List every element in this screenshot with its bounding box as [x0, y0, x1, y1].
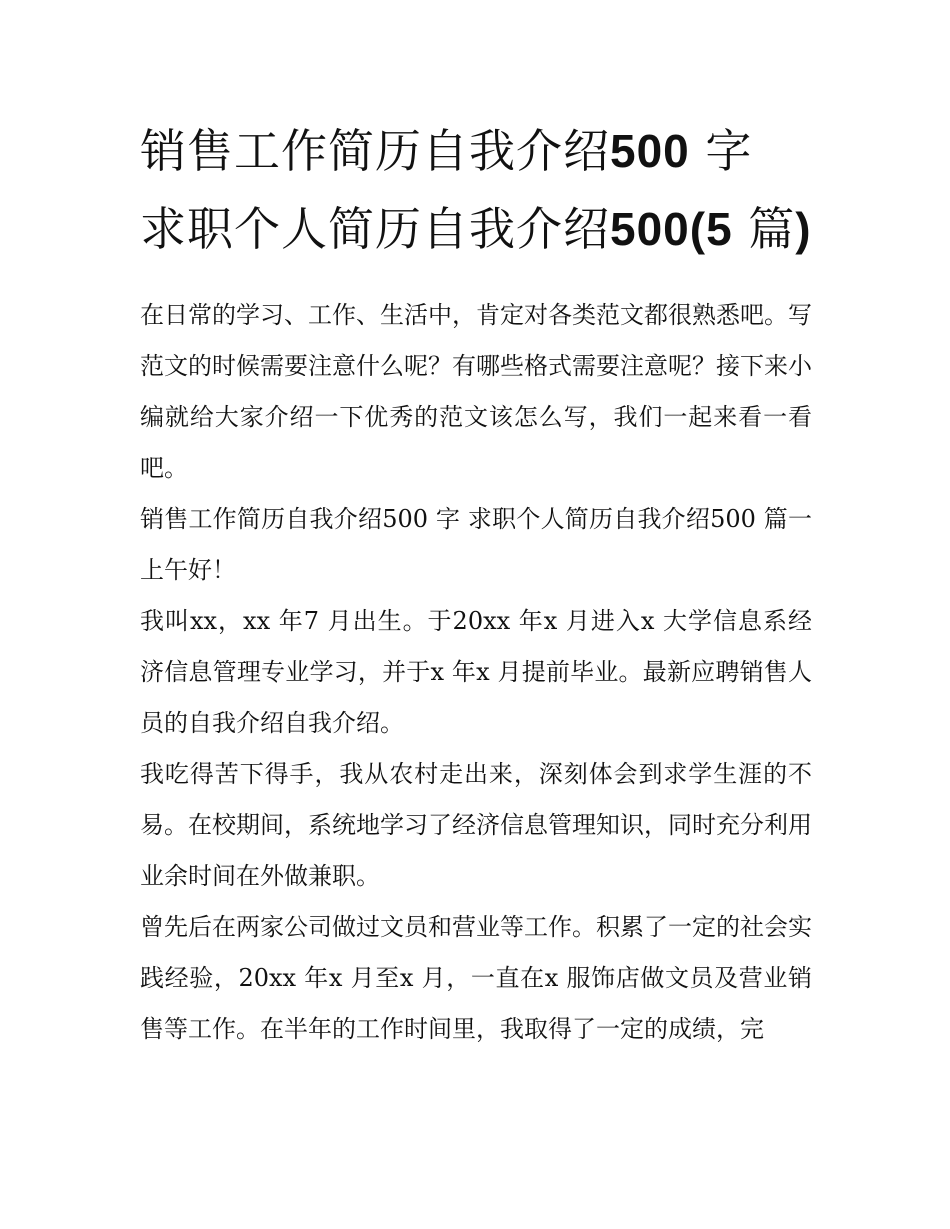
document-body [140, 112, 812, 1055]
section-heading-paragraph: 销售工作简历自我介绍500 字 求职个人简历自我介绍500 篇一 上午好！ [140, 505, 812, 584]
body-paragraph: 曾先后在两家公司做过文员和营业等工作。积累了一定的社会实践经验，20xx 年x 月至x 月，一直在x 服饰店做文员及营业销售等工作。在半年的工作时间里，我取得了一定的成绩，完 [140, 913, 812, 1043]
body-paragraph: 我吃得苦下得手，我从农村走出来，深刻体会到求学生涯的不易。在校期间，系统地学习了经济信息管理知识，同时充分利用业余时间在外做兼职。 [140, 760, 812, 890]
document-title: 销售工作简历自我介绍500 字 求职个人简历自我介绍500(5 篇) [140, 124, 812, 256]
intro-paragraph: 在日常的学习、工作、生活中，肯定对各类范文都很熟悉吧。写范文的时候需要注意什么呢？有哪些格式需要注意呢？接下来小编就给大家介绍一下优秀的范文该怎么写，我们一起来看一看吧。 [140, 301, 812, 482]
body-paragraph: 我叫xx，xx 年7 月出生。于20xx 年x 月进入x 大学信息系经济信息管理专业学习，并于x 年x 月提前毕业。最新应聘销售人员的自我介绍自我介绍。 [140, 607, 812, 737]
